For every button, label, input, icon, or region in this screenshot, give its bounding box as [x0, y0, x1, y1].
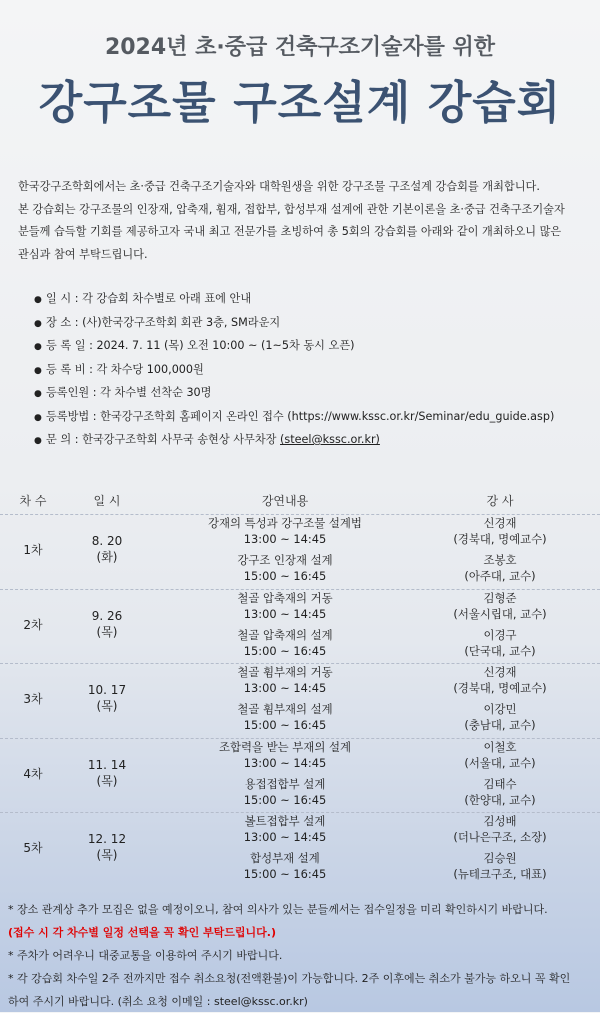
note-line: 하여 주시기 바랍니다. (취소 요청 이메일 : steel@kssc.or.kr) [8, 995, 308, 1008]
header-num: 차 수 [19, 494, 47, 508]
date-value: 9. 26 [91, 608, 123, 623]
topic-title: 강구조 인장재 설계 [237, 553, 333, 567]
info-value: 각 강습회 차수별로 아래 표에 안내 [82, 292, 252, 305]
note-line: * 각 강습회 차수일 2주 전까지만 접수 취소요청(전액환불)이 가능합니다. 2주 이후에는 취소가 불가능 하오니 꼭 확인 [8, 972, 571, 985]
session-date [72, 757, 142, 789]
topic-time: 15:00 ~ 16:45 [243, 867, 327, 881]
schedule-row-4 [0, 738, 600, 813]
lecturer [420, 739, 580, 771]
info-value: 각 차수별 선착순 30명 [100, 386, 212, 399]
contact-email-link[interactable]: (steel@kssc.or.kr) [280, 433, 380, 446]
info-value: 한국강구조학회 사무국 송현상 사무차장 [82, 433, 281, 446]
note-highlight: (접수 시 각 차수별 일정 선택을 꼭 확인 부탁드립니다.) [8, 926, 277, 939]
lecture-topic [180, 813, 390, 845]
lecturer [420, 813, 580, 845]
date-value: 12. 12 [87, 832, 127, 846]
topic-title: 볼트접합부 설계 [244, 814, 326, 828]
topic-title: 강재의 특성과 강구조물 설계법 [208, 516, 362, 530]
topic-title: 철골 휨부재의 거동 [237, 665, 333, 679]
topic-time: 15:00 ~ 16:45 [243, 569, 327, 583]
info-item-contact: ● 문 의 : 한국강구조학회 사무국 송현상 사무차장 (steel@kssc.or.kr) [34, 428, 594, 452]
bullet-icon: ● [34, 342, 42, 352]
lecturer-name: 이철호 [483, 739, 517, 754]
header-content: 강연내용 [261, 494, 309, 508]
lecture-topic [180, 739, 390, 771]
lecturer-name: 신경재 [483, 665, 517, 679]
header [0, 0, 600, 150]
topic-title: 철골 휨부재의 설계 [237, 702, 333, 716]
lecturer-name: 이경구 [483, 627, 517, 642]
lecturer-affiliation: (경북대, 명예교수) [453, 532, 547, 546]
intro-line: 본 강습회는 강구조물의 인장재, 압축재, 휨재, 접합부, 합성부재 설계에 관한 기본이론을 초·중급 건축구조기술자 [18, 202, 565, 216]
topic-title: 철골 압축재의 설계 [237, 627, 333, 642]
bullet-icon: ● [34, 412, 42, 423]
session-number: 1차 [23, 543, 43, 557]
topic-title: 합성부재 설계 [250, 851, 320, 865]
info-value: 2024. 7. 11 (목) 오전 10:00 ~ (1~5차 동시 오픈) [96, 339, 355, 352]
lecturer-name: 김형준 [483, 590, 517, 605]
lecturer-affiliation: (충남대, 교수) [464, 718, 536, 732]
lecturer-affiliation: (아주대, 교수) [464, 569, 536, 583]
lecture-topic [180, 664, 390, 696]
info-label: 등 록 일 [46, 339, 86, 352]
intro-text [18, 176, 586, 266]
lecture-topic [180, 515, 390, 547]
session-date [72, 682, 142, 714]
info-label: 등록방법 [46, 409, 90, 423]
topic-time: 13:00 ~ 14:45 [243, 532, 327, 546]
lecturer-name: 이강민 [483, 702, 517, 716]
lecture-topic [180, 627, 390, 659]
lecturer-name: 김승원 [483, 851, 517, 865]
lecturer-name: 조봉호 [483, 553, 517, 567]
date-value: 10. 17 [87, 683, 127, 697]
info-item-venue: ● 장 소 : (사)한국강구조학회 회관 3층, SM라운지 [34, 311, 594, 335]
session-date [72, 533, 142, 565]
lecturer-affiliation: (뉴테크구조, 대표) [453, 867, 547, 881]
topic-time: 15:00 ~ 16:45 [243, 643, 327, 658]
lecturer [420, 590, 580, 622]
lecture-topic [180, 850, 390, 882]
lecturer [420, 776, 580, 808]
header-lecturer: 강 사 [486, 494, 514, 508]
day-value: (목) [96, 773, 118, 788]
lecturer-affiliation: (더나은구조, 소장) [453, 830, 547, 844]
note-line: * 장소 관계상 추가 모집은 없을 예정이오니, 참여 의사가 있는 분들께서는 접수일정을 미리 확인하시기 바랍니다. [8, 903, 548, 916]
day-value: (목) [96, 848, 118, 862]
intro-line: 분들께 습득할 기회를 제공하고자 국내 최고 전문가를 초빙하여 총 5회의 강습회를 아래와 같이 개최하오니 많은 [18, 225, 562, 238]
lecturer-affiliation: (서울대, 교수) [464, 755, 536, 770]
schedule-row-2 [0, 589, 600, 664]
lecturer-affiliation: (단국대, 교수) [464, 643, 536, 658]
lecturer-affiliation: (한양대, 교수) [464, 792, 536, 807]
session-number: 2차 [23, 617, 43, 632]
event-subtitle: 2024년 초·중급 건축구조기술자를 위한 [104, 35, 496, 60]
info-item-capacity: ● 등록인원 : 각 차수별 선착순 30명 [34, 381, 594, 405]
topic-time: 15:00 ~ 16:45 [243, 792, 327, 807]
bullet-icon: ● [34, 389, 42, 399]
info-label: 문 의 [46, 433, 72, 446]
day-value: (화) [96, 550, 118, 564]
lecture-topic [180, 776, 390, 808]
lecturer [420, 701, 580, 733]
info-value: 각 차수당 100,000원 [96, 362, 204, 376]
session-number: 4차 [23, 766, 43, 781]
lecturer [420, 515, 580, 547]
date-value: 8. 20 [91, 534, 123, 548]
topic-title: 용접접합부 설계 [244, 776, 326, 791]
schedule-header-row [0, 486, 600, 514]
bullet-icon: ● [34, 295, 42, 305]
schedule-row-5 [0, 812, 600, 887]
info-value: (사)한국강구조학회 회관 3층, SM라운지 [82, 315, 281, 329]
lecturer-affiliation: (서울시립대, 교수) [453, 606, 547, 621]
session-date [72, 831, 142, 863]
intro-line: 관심과 참여 부탁드립니다. [18, 247, 148, 261]
bullet-icon: ● [34, 318, 42, 329]
intro-line: 한국강구조학회에서는 초·중급 건축구조기술자와 대학원생을 위한 강구조물 구조설계 강습회를 개최합니다. [18, 180, 540, 193]
info-item-date: ● 일 시 : 각 강습회 차수별로 아래 표에 안내 [34, 287, 594, 311]
session-number: 3차 [23, 692, 43, 706]
topic-time: 13:00 ~ 14:45 [243, 606, 327, 621]
info-item-registration-date: ● 등 록 일 : 2024. 7. 11 (목) 오전 10:00 ~ (1~5차 동시 오픈) [34, 334, 594, 358]
lecture-topic [180, 701, 390, 733]
day-value: (목) [96, 699, 118, 713]
bullet-icon: ● [34, 365, 42, 376]
header-date: 일 시 [93, 494, 121, 508]
info-label: 등 록 비 [46, 362, 86, 376]
info-label: 장 소 [46, 315, 72, 329]
lecturer [420, 552, 580, 584]
info-item-fee: ● 등 록 비 : 각 차수당 100,000원 [34, 358, 594, 382]
info-label: 일 시 [46, 292, 72, 305]
lecture-topic [180, 552, 390, 584]
event-title: 강구조물 구조설계 강습회 [38, 76, 562, 129]
session-number: 5차 [23, 841, 43, 855]
lecturer-name: 김성배 [483, 814, 517, 828]
topic-time: 13:00 ~ 14:45 [243, 755, 327, 770]
topic-title: 철골 압축재의 거동 [237, 590, 333, 605]
info-value[interactable]: 한국강구조학회 홈페이지 온라인 접수 (https://www.kssc.or.kr/Seminar/edu_guide.asp) [100, 409, 555, 423]
event-info-list [34, 287, 594, 452]
lecturer-name: 신경재 [483, 516, 517, 530]
lecturer [420, 664, 580, 696]
date-value: 11. 14 [87, 757, 127, 772]
topic-title: 조합력을 받는 부재의 설계 [219, 739, 351, 754]
info-label: 등록인원 [46, 386, 90, 399]
schedule-row-3 [0, 663, 600, 738]
topic-time: 13:00 ~ 14:45 [243, 830, 327, 844]
bullet-icon: ● [34, 436, 42, 446]
schedule-table [0, 486, 600, 887]
session-date [72, 608, 142, 640]
notes [8, 898, 596, 1013]
schedule-row-1 [0, 514, 600, 589]
topic-time: 13:00 ~ 14:45 [243, 681, 327, 695]
lecturer-affiliation: (경북대, 명예교수) [453, 681, 547, 695]
lecture-topic [180, 590, 390, 622]
lecturer [420, 850, 580, 882]
lecturer-name: 김태수 [483, 776, 517, 791]
day-value: (목) [96, 624, 118, 639]
info-item-method: ● 등록방법 : 한국강구조학회 홈페이지 온라인 접수 (https://www.kssc.or.kr/Seminar/edu_guide.asp) [34, 405, 594, 429]
lecturer [420, 627, 580, 659]
note-line: * 주차가 어려우니 대중교통을 이용하여 주시기 바랍니다. [8, 949, 283, 962]
topic-time: 15:00 ~ 16:45 [243, 718, 327, 732]
